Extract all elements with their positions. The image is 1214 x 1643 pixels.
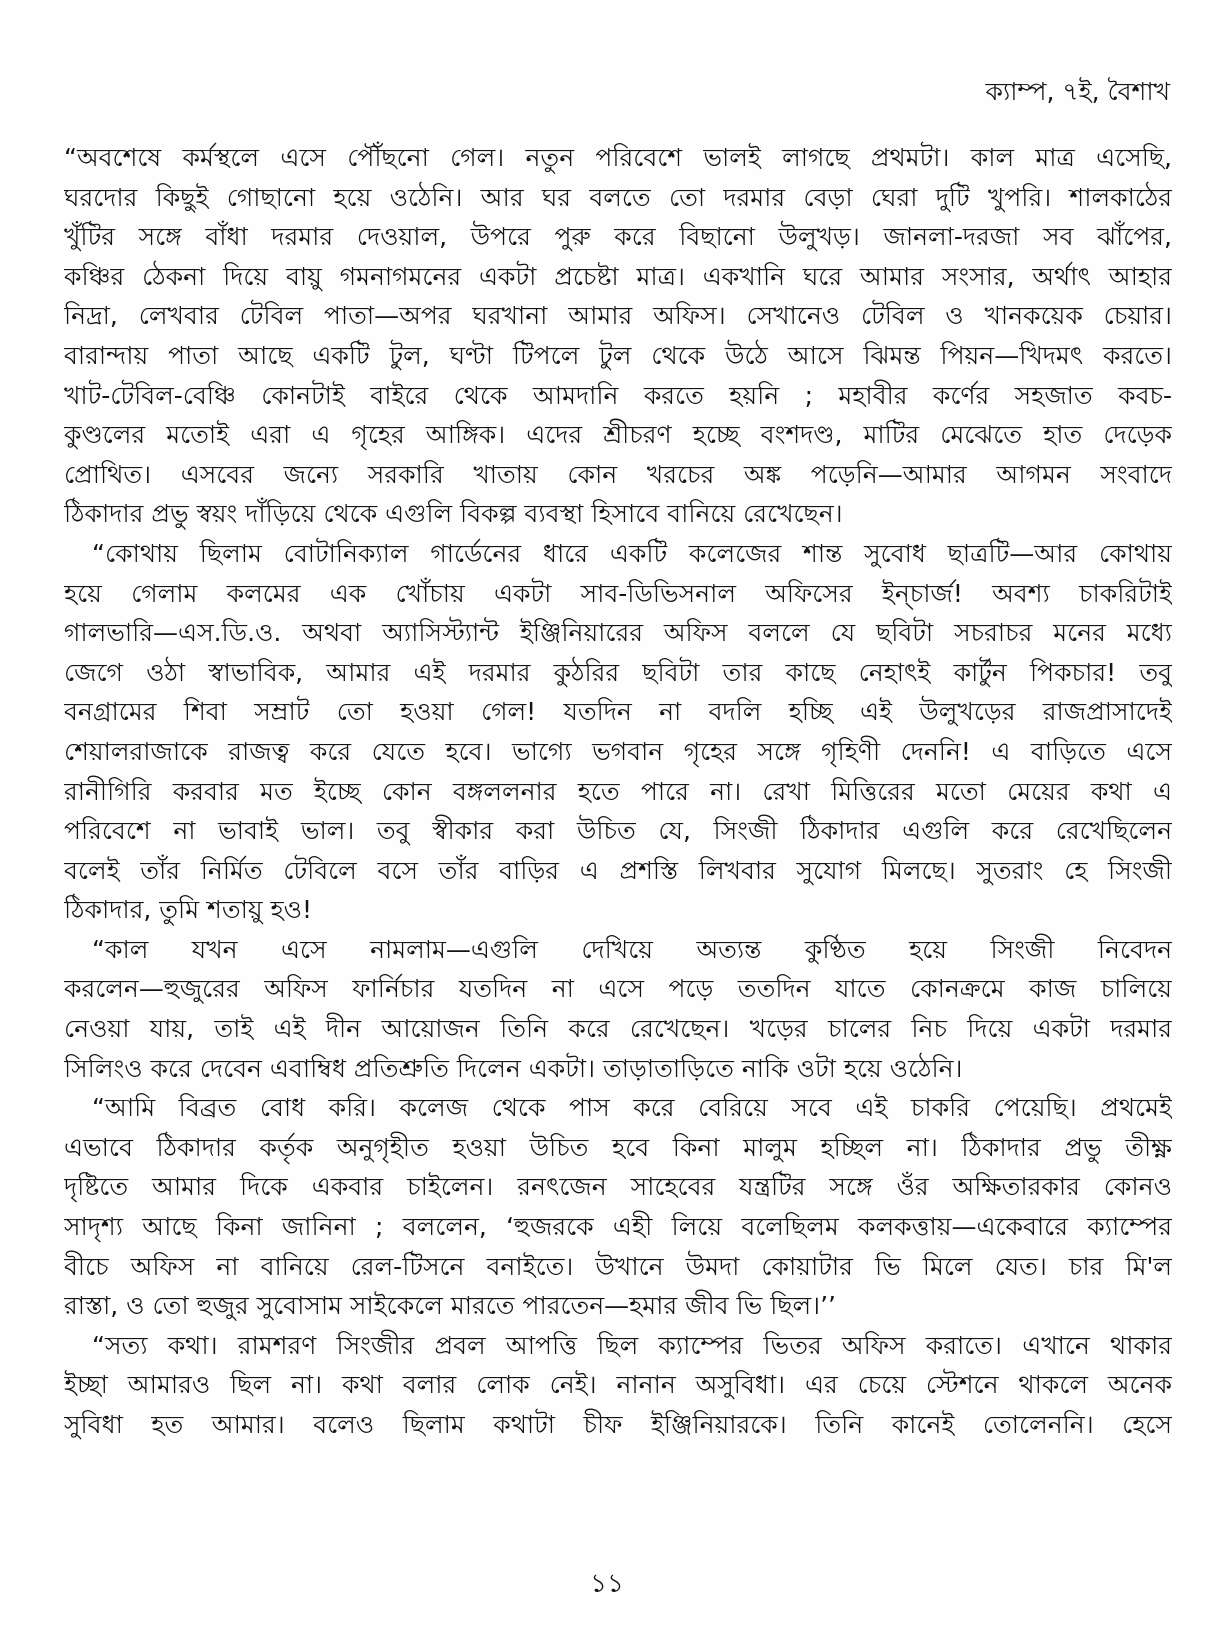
text-line: খুঁটির সঙ্গে বাঁধা দরমার দেওয়াল, উপরে পুরু করে বিছানো উলুখড়। জানলা-দরজা সব ঝাঁপের, <box>64 222 1172 252</box>
text-line: সাদৃশ্য আছে কিনা জানিনা ; বললেন, ‘হুজরকে এহী লিয়ে বলেছিলম কলকত্তায়—একেবারে ক্যাম্পের <box>64 1212 1172 1242</box>
text-line: ঘরদোর কিছুই গোছানো হয়ে ওঠেনি। আর ঘর বলতে তো দরমার বেড়া ঘেরা দুটি খুপরি। শালকাঠের <box>64 182 1172 212</box>
paragraph <box>64 1326 1172 1445</box>
text-line: বনগ্রামের শিবা সম্রাট তো হওয়া গেল! যতদিন না বদলি হচ্ছি এই উলুখড়ের রাজপ্রাসাদেই <box>64 697 1172 727</box>
paragraph <box>64 534 1172 930</box>
text-line: “কাল যখন এসে নামলাম—এগুলি দেখিয়ে অত্যন্ত কুণ্ঠিত হয়ে সিংজী নিবেদন <box>92 934 1172 964</box>
body-text <box>64 138 1172 1445</box>
text-line: সুবিধা হত আমার। বলেও ছিলাম কথাটা চীফ ইঞ্জিনিয়ারকে। তিনি কানেই তোলেননি। হেসে <box>64 1410 1172 1439</box>
text-line: জেগে ওঠা স্বাভাবিক, আমার এই দরমার কুঠরির ছবিটা তার কাছে নেহাৎই কার্টুন পিকচার! তবু <box>64 657 1172 687</box>
text-line: শেয়ালরাজাকে রাজত্ব করে যেতে হবে। ভাগ্যে ভগবান গৃহের সঙ্গে গৃহিণী দেননি! এ বাড়িতে এসে <box>64 736 1172 766</box>
text-line: সিলিংও করে দেবেন এবাম্বিধ প্রতিশ্রুতি দিলেন একটা। তাড়াতাড়িতে নাকি ওটা হয়ে ওঠেনি। <box>64 1053 963 1083</box>
text-line: পরিবেশে না ভাবাই ভাল। তবু স্বীকার করা উচিত যে, সিংজী ঠিকাদার এগুলি করে রেখেছিলেন <box>64 816 1172 846</box>
page-header-date: ক্যাম্প, ৭ই, বৈশাখ <box>985 77 1170 106</box>
text-line: রাস্তা, ও তো হুজুর সুবোসাম সাইকেলে মারতে পারতেন—হমার জীব ভি ছিল।’’ <box>64 1291 837 1321</box>
text-line: বলেই তাঁর নির্মিত টেবিলে বসে তাঁর বাড়ির এ প্রশস্তি লিখবার সুযোগ মিলছে। সুতরাং হে সিংজী <box>64 855 1172 885</box>
text-line: “সত্য কথা। রামশরণ সিংজীর প্রবল আপত্তি ছিল ক্যাম্পের ভিতর অফিস করাতে। এখানে থাকার <box>92 1330 1172 1360</box>
text-line: নিদ্রা, লেখবার টেবিল পাতা—অপর ঘরখানা আমার অফিস। সেখানেও টেবিল ও খানকয়েক চেয়ার। <box>64 301 1172 331</box>
paragraph <box>64 930 1172 1088</box>
paragraph <box>64 138 1172 534</box>
text-line: কুণ্ডলের মতোই এরা এ গৃহের আঙ্গিক। এদের শ্রীচরণ হচ্ছে বংশদণ্ড, মাটির মেঝেতে হাত দেড়েক <box>64 420 1172 450</box>
text-line: প্রোথিত। এসবের জন্যে সরকারি খাতায় কোন খরচের অঙ্ক পড়েনি—আমার আগমন সংবাদে <box>64 459 1172 489</box>
text-line: ঠিকাদার প্রভু স্বয়ং দাঁড়িয়ে থেকে এগুলি বিকল্প ব্যবস্থা হিসাবে বানিয়ে রেখেছেন। <box>64 499 843 529</box>
text-line: ঠিকাদার, তুমি শতায়ু হও! <box>64 895 313 925</box>
text-line: বারান্দায় পাতা আছে একটি টুল, ঘণ্টা টিপলে টুল থেকে উঠে আসে ঝিমন্ত পিয়ন—খিদমৎ করতে। <box>64 340 1172 370</box>
text-line: ইচ্ছা আমারও ছিল না। কথা বলার লোক নেই। নানান অসুবিধা। এর চেয়ে স্টেশনে থাকলে অনেক <box>64 1370 1172 1400</box>
text-line: “অবশেষে কর্মস্থলে এসে পৌঁছনো গেল। নতুন পরিবেশে ভালই লাগছে প্রথমটা। কাল মাত্র এসেছি, <box>64 143 1172 172</box>
text-line: বীচে অফিস না বানিয়ে রেল-টিসনে বনাইতে। উখানে উমদা কোয়াটার ভি মিলে যেত। চার মি'ল <box>64 1251 1172 1281</box>
paragraph <box>64 1088 1172 1326</box>
text-line: এভাবে ঠিকাদার কর্তৃক অনুগৃহীত হওয়া উচিত হবে কিনা মালুম হচ্ছিল না। ঠিকাদার প্রভু তীক্ষ্ণ <box>64 1132 1172 1162</box>
text-line: “কোথায় ছিলাম বোটানিক্যাল গার্ডেনের ধারে একটি কলেজের শান্ত সুবোধ ছাত্রটি—আর কোথায় <box>92 538 1172 568</box>
page-number: ১১ <box>590 1569 624 1599</box>
text-line: কঞ্চির ঠেকনা দিয়ে বায়ু গমনাগমনের একটা প্রচেষ্টা মাত্র। একখানি ঘরে আমার সংসার, অর্থাৎ আহার <box>64 261 1172 291</box>
text-line: “আমি বিব্রত বোধ করি। কলেজ থেকে পাস করে বেরিয়ে সবে এই চাকরি পেয়েছি। প্রথমেই <box>92 1093 1172 1123</box>
text-line: হয়ে গেলাম কলমের এক খোঁচায় একটা সাব-ডিভিসনাল অফিসের ইন্‌চার্জ! অবশ্য চাকরিটাই <box>64 578 1172 608</box>
text-line: খাট-টেবিল-বেঞ্চি কোনটাই বাইরে থেকে আমদানি করতে হয়নি ; মহাবীর কর্ণের সহজাত কবচ- <box>64 380 1172 410</box>
text-line: গালভারি—এস.ডি.ও. অথবা অ্যাসিস্ট্যান্ট ইঞ্জিনিয়ারের অফিস বললে যে ছবিটা সচরাচর মনের মধ্যে <box>64 618 1172 648</box>
text-line: রানীগিরি করবার মত ইচ্ছে কোন বঙ্গললনার হতে পারে না। রেখা মিত্তিরের মতো মেয়ের কথা এ <box>64 776 1172 806</box>
text-line: নেওয়া যায়, তাই এই দীন আয়োজন তিনি করে রেখেছেন। খড়ের চালের নিচ দিয়ে একটা দরমার <box>64 1014 1172 1044</box>
text-line: দৃষ্টিতে আমার দিকে একবার চাইলেন। রনৎজেন সাহেবের যন্ত্রটির সঙ্গে ওঁর অক্ষিতারকার কোনও <box>64 1172 1172 1202</box>
text-line: করলেন—হুজুরের অফিস ফার্নিচার যতদিন না এসে পড়ে ততদিন যাতে কোনক্রমে কাজ চালিয়ে <box>64 974 1172 1004</box>
